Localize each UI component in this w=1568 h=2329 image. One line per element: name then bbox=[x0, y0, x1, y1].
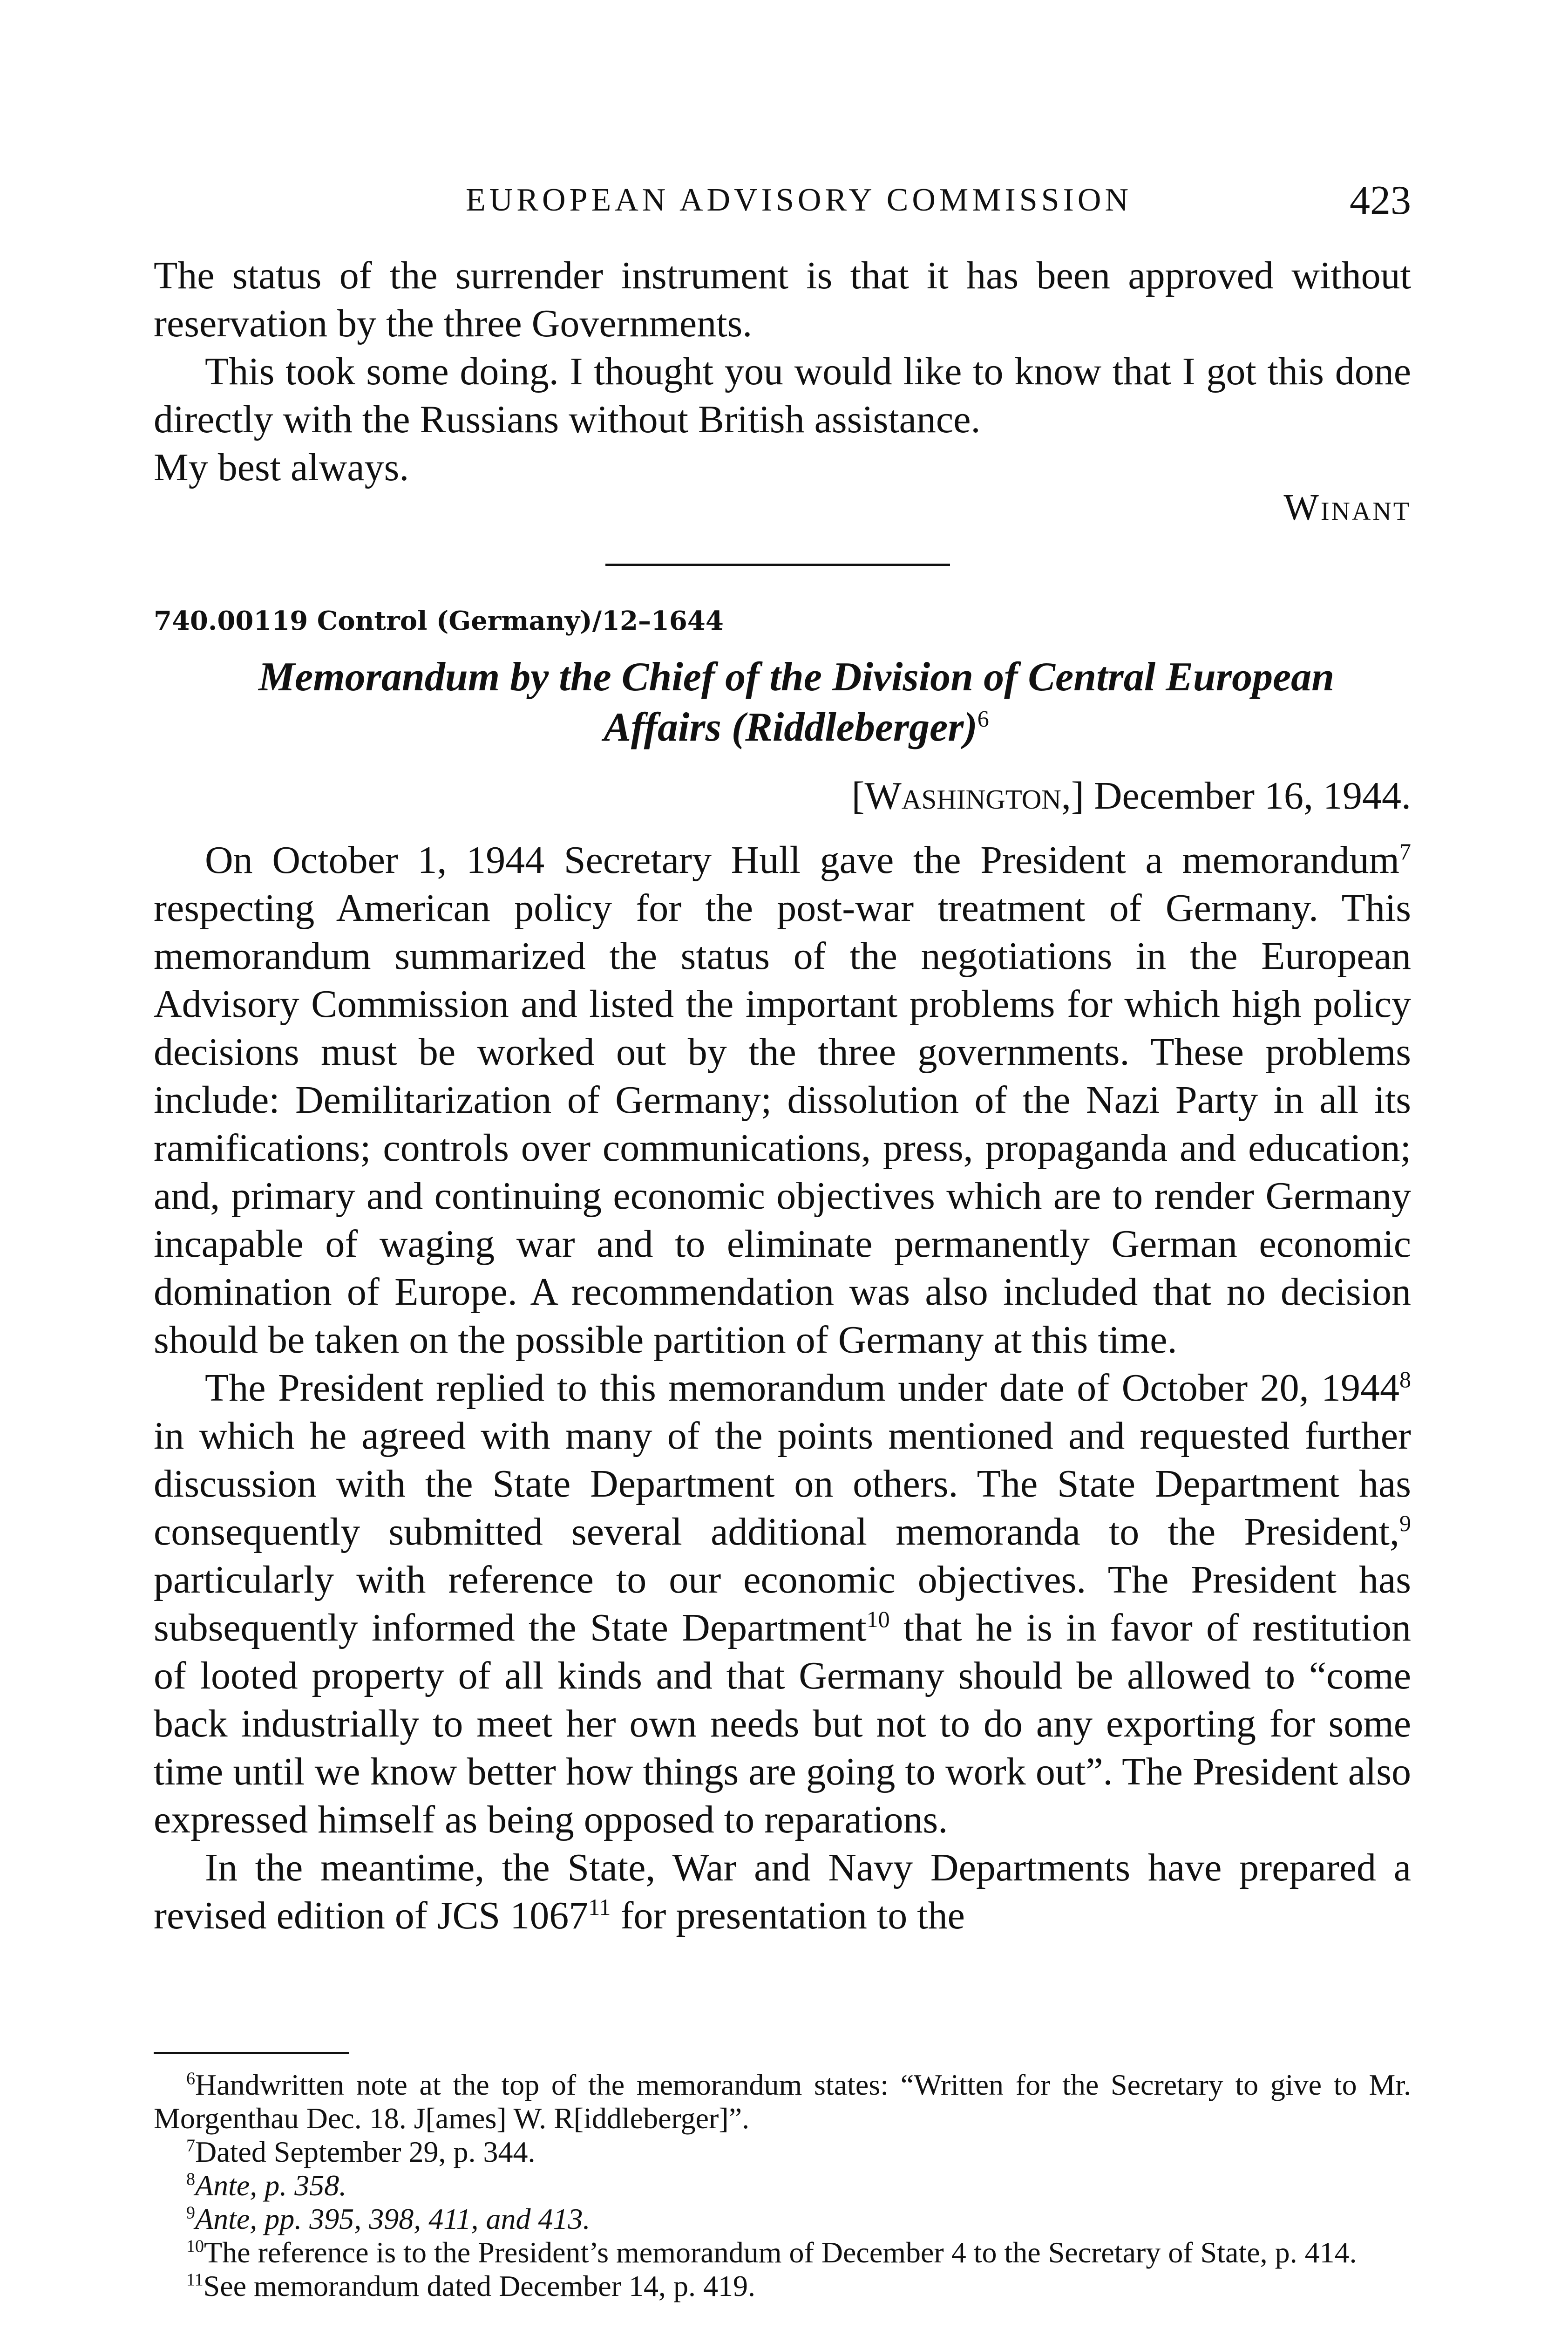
footnote-number: 9 bbox=[186, 2203, 195, 2223]
text-run: In the meantime, the State, War and Navy Departments have prepared a revised edition of JCS 1067 bbox=[154, 1846, 1411, 1937]
footnote-number: 6 bbox=[186, 2069, 195, 2089]
footnote-text: Ante, pp. 395, 398, 411, and 413. bbox=[195, 2202, 591, 2235]
footnote bbox=[154, 2202, 1411, 2236]
footnote-number: 10 bbox=[186, 2236, 204, 2256]
footnote-number: 7 bbox=[186, 2136, 195, 2156]
footnotes bbox=[154, 2068, 1411, 2303]
text-run: that he is in favor of restitution of looted property of all kinds and that Germany should be allowed to “come back industrially to meet her own needs but not to do any exporting for some time until we know better how things are going to work out”. The President also expressed himself as being opposed to reparations. bbox=[154, 1606, 1411, 1841]
footnote-number: 11 bbox=[186, 2270, 204, 2290]
memo-title bbox=[196, 652, 1397, 753]
running-title: EUROPEAN ADVISORY COMMISSION bbox=[466, 182, 1133, 218]
letter-paragraph: The status of the surrender instrument is that it has been approved without reservation by the three Governments. bbox=[154, 254, 1411, 345]
footnote-marker: 8 bbox=[1399, 1366, 1411, 1392]
footnote bbox=[154, 2269, 1411, 2303]
memo-body bbox=[154, 836, 1411, 1940]
footnote-marker: 6 bbox=[977, 705, 989, 732]
footnote-divider bbox=[154, 2052, 349, 2054]
text-run: On October 1, 1944 Secretary Hull gave the President a memorandum bbox=[205, 838, 1399, 882]
footnote-marker: 9 bbox=[1399, 1510, 1411, 1536]
footnote-text: The reference is to the President’s memorandum of December 4 to the Secretary of State, p. 414. bbox=[204, 2236, 1357, 2269]
text-run: for presentation to the bbox=[611, 1894, 965, 1937]
footnote-number: 8 bbox=[186, 2169, 195, 2189]
file-reference: 740.00119 Control (Germany)/12–1644 bbox=[154, 606, 724, 636]
letter-paragraph: This took some doing. I thought you would like to know that I got this done directly with the Russians without British assistance. bbox=[154, 350, 1411, 441]
footnote-marker: 10 bbox=[866, 1606, 890, 1632]
text-run: respecting American policy for the post-war treatment of Germany. This memorandum summarized the status of the negotiations in the European Advisory Commission and listed the important problems for which high policy decisions must be worked out by the three governments. These problems include: Demilitarization of Germany; dissolution of the Nazi Party in all its ramifications; controls over communications, press, propaganda and education; and, primary and continuing economic objectives which are to render Germany incapable of waging war and to eliminate permanently German economic domination of Europe. A recommendation was also included that no decision should be taken on the possible partition of Germany at this time. bbox=[154, 886, 1411, 1362]
letter-closing: My best always. bbox=[154, 446, 409, 489]
text-run: particularly with reference to our economic objectives. The President has subsequently informed the State Department bbox=[154, 1558, 1411, 1649]
memo-paragraph bbox=[154, 1364, 1411, 1844]
memo-paragraph bbox=[154, 836, 1411, 1364]
dateline-place: [Washington,] bbox=[851, 774, 1084, 817]
footnote bbox=[154, 2135, 1411, 2169]
footnote-marker: 11 bbox=[588, 1894, 611, 1920]
footnote-text: See memorandum dated December 14, p. 419. bbox=[203, 2269, 755, 2302]
footnote bbox=[154, 2068, 1411, 2135]
section-divider bbox=[605, 564, 950, 566]
letter-excerpt bbox=[154, 252, 1411, 491]
text-run: in which he agreed with many of the points mentioned and requested further discussion with the State Department on others. The State Department has consequently submitted several additional memoranda to the President, bbox=[154, 1414, 1411, 1553]
footnote-text: Handwritten note at the top of the memorandum states: “Written for the Secretary to give to Mr. Morgenthau Dec. 18. J[ames] W. R[iddleberger]”. bbox=[154, 2068, 1411, 2135]
footnote bbox=[154, 2169, 1411, 2202]
memo-title-text: Memorandum by the Chief of the Division of Central European Affairs (Riddleberger) bbox=[258, 654, 1335, 750]
footnote-text: Ante, p. 358. bbox=[195, 2169, 347, 2202]
footnote bbox=[154, 2236, 1411, 2269]
signature: Winant bbox=[1283, 487, 1411, 528]
dateline-date: December 16, 1944. bbox=[1093, 774, 1411, 817]
memo-paragraph bbox=[154, 1844, 1411, 1940]
dateline bbox=[852, 773, 1411, 818]
text-run: The President replied to this memorandum under date of October 20, 1944 bbox=[205, 1366, 1399, 1410]
footnote-marker: 7 bbox=[1399, 838, 1411, 865]
footnote-text: Dated September 29, p. 344. bbox=[195, 2135, 536, 2168]
page-header bbox=[154, 177, 1411, 224]
page-number: 423 bbox=[1350, 178, 1411, 223]
